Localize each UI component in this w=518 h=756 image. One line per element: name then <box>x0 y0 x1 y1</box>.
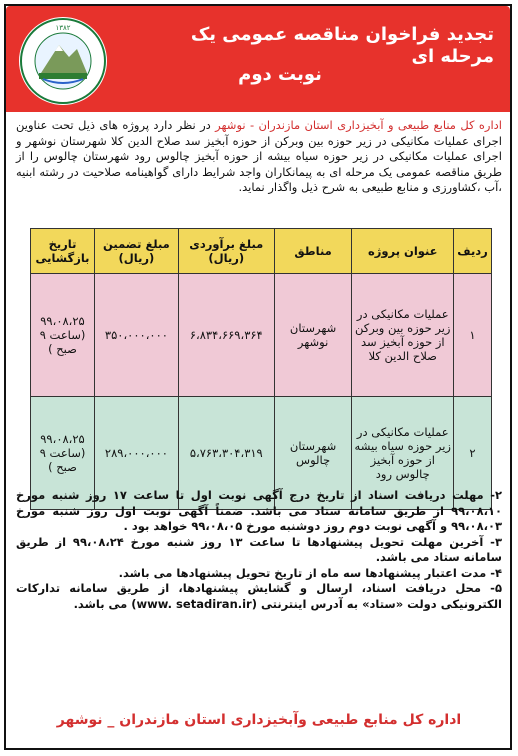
column-header: مبلغ تضمین (ریال) <box>95 229 179 274</box>
footer-organization: اداره کل منابع طبیعی وآبخیزداری استان مازندران _ نوشهر <box>56 712 462 728</box>
page-subtitle: نوبت دوم <box>238 64 322 85</box>
logo-emblem-icon <box>19 17 107 105</box>
project-title: عملیات مکانیکی در زیر حوزه سیاه بیشه از حوزه آبخیز چالوس رود <box>352 397 454 510</box>
notes-section <box>16 488 502 612</box>
row-number: ۲ <box>454 397 492 510</box>
opening-date: ۹۹،۰۸،۲۵ (ساعت ۹ صبح ) <box>31 397 95 510</box>
logo-year: ۱۳۸۲ <box>55 24 71 32</box>
intro-paragraph <box>16 118 502 196</box>
note-item: ۳- آخرین مهلت تحویل پیشنهادها تا ساعت ۱۳ روز شنبه مورخ ۹۹،۰۸،۲۴ از طریق سامانه ستاد می باشد. <box>16 534 502 564</box>
guarantee-amount: ۲۸۹،۰۰۰،۰۰۰ <box>95 397 179 510</box>
organization-name: اداره کل منابع طبیعی و آبخیزداری استان مازندران - نوشهر <box>215 118 502 132</box>
guarantee-amount: ۳۵۰،۰۰۰،۰۰۰ <box>95 274 179 397</box>
project-region: شهرستان چالوس <box>274 397 352 510</box>
estimate-amount: ۵،۷۶۳،۳۰۴،۳۱۹ <box>178 397 274 510</box>
organization-logo <box>16 14 110 108</box>
project-title: عملیات مکانیکی در زیر حوزه بین وبرکن از حوزه آبخیز سد صلاح الدین کلا <box>352 274 454 397</box>
table-row <box>31 274 492 397</box>
page-title: تجدید فراخوان مناقصه عمومی یک مرحله ای <box>190 24 494 67</box>
tender-table <box>30 228 492 510</box>
column-header: مبلغ برآوردی (ریال) <box>178 229 274 274</box>
column-header: عنوان پروژه <box>352 229 454 274</box>
estimate-amount: ۶،۸۳۴،۶۶۹،۳۶۴ <box>178 274 274 397</box>
note-item: ۴- مدت اعتبار پیشنهادها سه ماه از تاریخ تحویل پیشنهادها می باشد. <box>118 565 502 580</box>
column-header: مناطق <box>274 229 352 274</box>
note-item: ۲- مهلت دریافت اسناد از تاریخ درج آگهی نوبت اول تا ساعت ۱۷ روز شنبه مورخ ۹۹،۰۸،۱۰ از طریق سامانه ستاد می باشد. ضمناً آگهی نوبت اول روز شنبه مورخ ۹۹،۰۸،۰۳ و آگهی نوبت دوم روز دوشنبه مورخ ۹۹،۰۸،۰۵ خواهد بود . <box>16 488 502 533</box>
intro-body: در نظر دارد پروژه های ذیل تحت عناوین اجرای عملیات مکانیکی در زیر حوزه بین وبرکن از حوزه آبخیز سد صلاح الدین کلا شهرستان نوشهر و اجرای عملیات مکانیکی در زیر حوزه سیاه بیشه از حوزه آبخیز چالوس رود شهرستان چالوس را از طریق مناقصه عمومی یک مرحله ای به پیمانکاران واجد شرایط دارای گواهینامه صلاحیت در رشته ابنیه ،آب ،کشاورزی و منابع طبیعی به شرح ذیل واگذار نماید. <box>16 118 502 194</box>
opening-date: ۹۹،۰۸،۲۵ (ساعت ۹ صبح ) <box>31 274 95 397</box>
column-header: ردیف <box>454 229 492 274</box>
table-header-row <box>31 229 492 274</box>
project-region: شهرستان نوشهر <box>274 274 352 397</box>
note-item: ۵- محل دریافت اسناد، ارسال و گشایش پیشنهادها، از طریق سامانه تدارکات الکترونیکی دولت «ستاد» به آدرس اینترنتی (www. setadiran.ir) می باشد. <box>16 581 502 611</box>
header-banner <box>6 6 510 112</box>
row-number: ۱ <box>454 274 492 397</box>
column-header: تاریخ بازگشایی <box>31 229 95 274</box>
